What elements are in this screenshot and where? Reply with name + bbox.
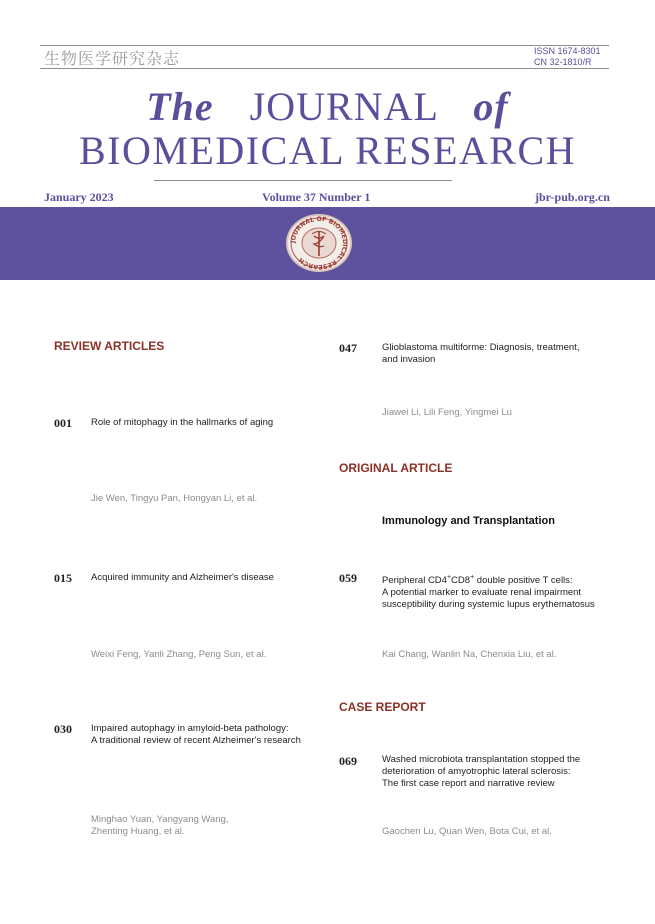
superscript-plus: + — [446, 574, 452, 581]
section-case-report: CASE REPORT — [339, 700, 426, 714]
issn-number: ISSN 1674-8301 — [534, 46, 601, 56]
page-number-059: 059 — [339, 571, 357, 585]
title-divider — [154, 180, 452, 181]
page-number-001: 001 — [54, 416, 72, 430]
title-fragment: double positive T cells: — [474, 575, 573, 587]
title-line: A potential marker to evaluate renal impairment — [382, 587, 582, 599]
article-title-047[interactable] — [382, 342, 579, 366]
article-title-069[interactable] — [382, 754, 580, 790]
title-line — [382, 572, 595, 587]
section-review-articles: REVIEW ARTICLES — [54, 339, 165, 353]
author-line: Gaochen Lu, Quan Wen, Bota Cui, et al. — [382, 826, 552, 837]
issue-date: January 2023 — [44, 190, 114, 204]
page-number-015: 015 — [54, 571, 72, 585]
subsection-immunology: Immunology and Transplantation — [382, 515, 555, 527]
author-line: Jiawei Li, Lili Feng, Yingmei Lu — [382, 407, 512, 418]
title-line: The first case report and narrative review — [382, 778, 555, 789]
article-authors-001 — [91, 493, 257, 505]
article-authors-047 — [382, 407, 512, 419]
author-line: Jie Wen, Tingyu Pan, Hongyan Li, et al. — [91, 493, 258, 504]
title-journal: JOURNAL — [249, 84, 438, 129]
page-number-030: 030 — [54, 722, 72, 736]
author-line: Weixi Feng, Yanli Zhang, Peng Sun, et al. — [91, 649, 267, 660]
journal-website: jbr-pub.org.cn — [535, 190, 610, 204]
title-line: Impaired autophagy in amyloid-beta pathology: — [91, 723, 289, 734]
article-title-030[interactable] — [91, 723, 301, 747]
article-authors-030 — [91, 814, 229, 838]
title-line: and invasion — [382, 354, 436, 365]
cn-number: CN 32-1810/R — [534, 57, 592, 67]
article-title-015[interactable] — [91, 572, 274, 584]
title-line: susceptibility during systemic lupus erythematosus — [382, 599, 595, 611]
title-line: deterioration of amyotrophic lateral sclerosis: — [382, 766, 571, 777]
section-original-article: ORIGINAL ARTICLE — [339, 461, 453, 475]
journal-title-line2: BIOMEDICAL RESEARCH — [78, 128, 577, 173]
chinese-journal-title: 生物医学研究杂志 — [44, 49, 181, 68]
seal-emblem-icon — [288, 216, 350, 270]
superscript-plus: + — [470, 574, 475, 581]
author-line: Zhenting Huang, et al. — [91, 826, 185, 837]
seal-text: JOURNAL OF BIOMEDICAL RESEARCH — [289, 216, 349, 270]
journal-title-line1 — [0, 83, 655, 130]
title-fragment: Peripheral CD4 — [382, 575, 447, 587]
title-fragment: CD8 — [451, 575, 471, 587]
title-line: Glioblastoma multiforme: Diagnosis, treatment, — [382, 342, 580, 353]
article-title-001[interactable] — [91, 417, 273, 429]
journal-seal-logo — [286, 214, 352, 272]
issue-volume: Volume 37 Number 1 — [262, 190, 371, 204]
page-number-069: 069 — [339, 754, 357, 768]
page-number-047: 047 — [339, 341, 357, 355]
title-line: Acquired immunity and Alzheimer's disease — [91, 572, 274, 583]
article-authors-015 — [91, 649, 266, 661]
title-line: A traditional review of recent Alzheimer's research — [91, 735, 301, 746]
issn-block — [534, 46, 601, 68]
title-of: of — [473, 84, 509, 129]
title-line: Role of mitophagy in the hallmarks of aging — [91, 417, 274, 428]
author-line: Minghao Yuan, Yangyang Wang, — [91, 814, 229, 825]
title-the: The — [146, 84, 214, 129]
header-bottom-rule — [40, 68, 609, 69]
title-line: Washed microbiota transplantation stopped the — [382, 754, 581, 765]
article-authors-059: Kai Chang, Wanlin Na, Chenxia Liu, et al. — [382, 649, 557, 660]
article-title-059[interactable] — [382, 572, 595, 611]
header-top-rule — [40, 45, 609, 46]
article-authors-069 — [382, 826, 552, 838]
